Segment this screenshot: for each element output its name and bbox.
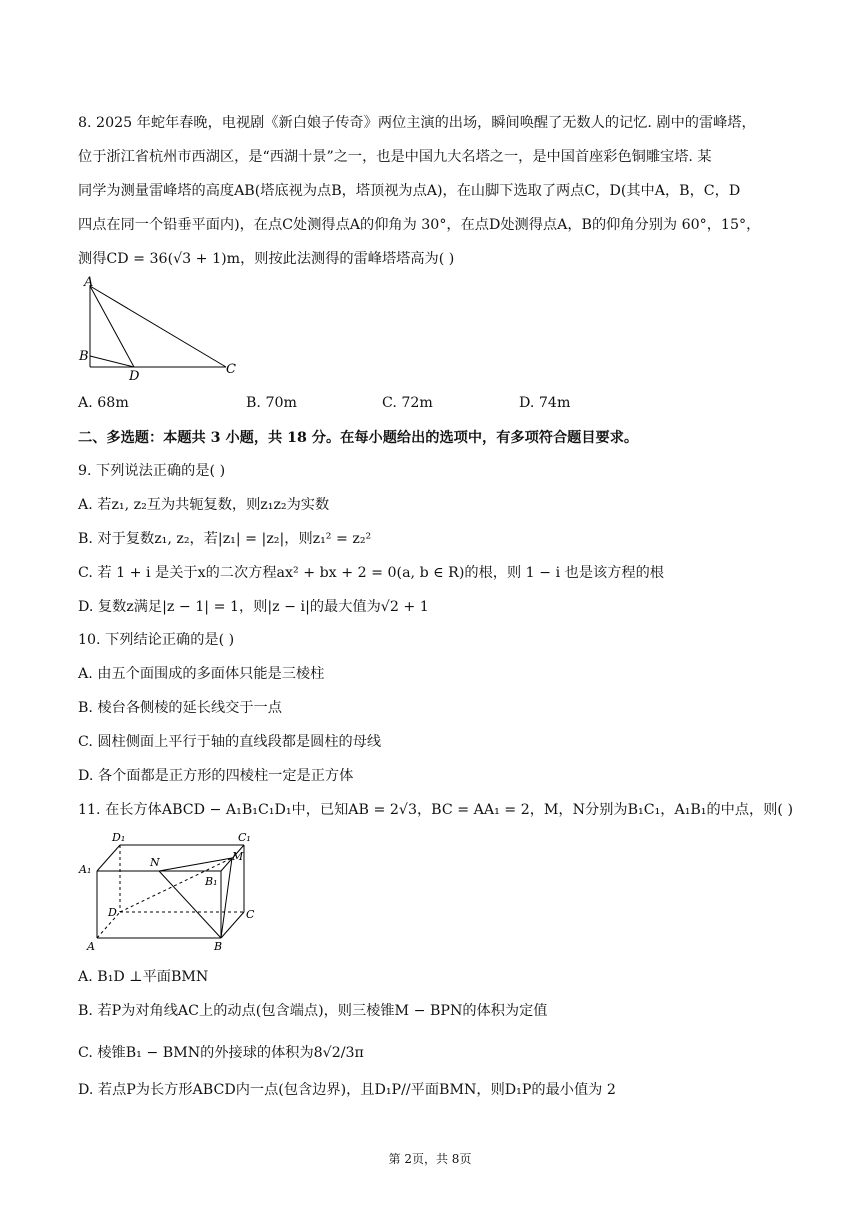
label-C: C (246, 908, 255, 921)
q9-option-b[interactable]: B. 对于复数z₁, z₂，若|z₁| = |z₂|，则z₁² = z₂² (78, 531, 372, 547)
label-A: A (87, 940, 95, 953)
edge-A1D1 (97, 845, 120, 871)
label-B: B (214, 940, 223, 953)
q9-option-d[interactable]: D. 复数z满足|z − 1| = 1，则|z − i|的最大值为√2 + 1 (78, 599, 429, 615)
q10-stem: 10. 下列结论正确的是( ) (78, 632, 235, 648)
q8-option-a[interactable]: A. 68m (78, 395, 129, 411)
q8-option-c[interactable]: C. 72m (382, 395, 433, 411)
q9-option-a[interactable]: A. 若z₁, z₂互为共轭复数，则z₁z₂为实数 (78, 497, 330, 513)
segment-NM (159, 858, 232, 871)
q10-option-c[interactable]: C. 圆柱侧面上平行于轴的直线段都是圆柱的母线 (78, 734, 382, 750)
label-C: C (226, 362, 236, 377)
q8-line-4: 四点在同一个铅垂平面内)，在点C处测得点A的仰角为 30°，在点D处测得点A，B的仰角分别为 60°，15°， (78, 217, 761, 233)
segment-AC (90, 286, 226, 367)
segment-MB (221, 858, 232, 938)
segment-BD (90, 356, 134, 367)
label-N: N (150, 856, 160, 869)
q8-option-d[interactable]: D. 74m (519, 395, 571, 411)
label-B: B (79, 349, 89, 364)
label-A: A (84, 275, 94, 290)
q10-option-a[interactable]: A. 由五个面围成的多面体只能是三棱柱 (78, 666, 325, 682)
q10-option-b[interactable]: B. 棱台各侧棱的延长线交于一点 (78, 700, 282, 716)
q11-stem: 11. 在长方体ABCD − A₁B₁C₁D₁中，已知AB = 2√3，BC = AA₁ = 2，M，N分别为B₁C₁，A₁B₁的中点，则( ) (78, 802, 794, 818)
label-C1: C₁ (238, 831, 251, 844)
segment-AD (90, 286, 134, 367)
label-M: M (232, 850, 244, 863)
q9-stem: 9. 下列说法正确的是( ) (78, 463, 226, 479)
q11-option-b[interactable]: B. 若P为对角线AC上的动点(包含端点)，则三棱锥M − BPN的体积为定值 (78, 1003, 548, 1019)
q8-line-2: 位于浙江省杭州市西湖区，是“西湖十景”之一，也是中国九大名塔之一，是中国首座彩色铜雕宝塔. 某 (78, 149, 712, 165)
label-D1: D₁ (112, 831, 126, 844)
label-D: D (129, 369, 140, 384)
q8-line-5: 测得CD = 36(√3 + 1)m，则按此法测得的雷峰塔塔高为( ) (78, 251, 455, 267)
q11-cuboid-figure (74, 828, 274, 958)
label-A1: A₁ (79, 863, 92, 876)
q11-option-c[interactable]: C. 棱锥B₁ − BMN的外接球的体积为8√2/3π (78, 1045, 364, 1061)
q8-triangle-figure (74, 274, 244, 384)
q8-option-b[interactable]: B. 70m (246, 395, 297, 411)
q8-line-3: 同学为测量雷峰塔的高度AB(塔底视为点B，塔顶视为点A)，在山脚下选取了两点C，D(其中A，B，C，D (78, 183, 741, 199)
q9-option-c[interactable]: C. 若 1 + i 是关于x的二次方程ax² + bx + 2 = 0(a, b ∈ R)的根，则 1 − i 也是该方程的根 (78, 565, 664, 581)
q8-line-1: 8. 2025 年蛇年春晚，电视剧《新白娘子传奇》两位主演的出场，瞬间唤醒了无数人的记忆. 剧中的雷峰塔， (78, 115, 756, 131)
label-B1: B₁ (205, 875, 218, 888)
q11-option-d[interactable]: D. 若点P为长方形ABCD内一点(包含边界)，且D₁P//平面BMN，则D₁P的最小值为 2 (78, 1082, 616, 1098)
section-heading-multi-choice: 二、多选题：本题共 3 小题，共 18 分。在每小题给出的选项中，有多项符合题目要求。 (78, 430, 639, 446)
q10-option-d[interactable]: D. 各个面都是正方形的四棱柱一定是正方体 (78, 768, 354, 784)
label-D: D (108, 906, 117, 919)
page-footer: 第 2页，共 8页 (388, 1152, 472, 1166)
q11-option-a[interactable]: A. B₁D ⊥平面BMN (78, 969, 209, 985)
